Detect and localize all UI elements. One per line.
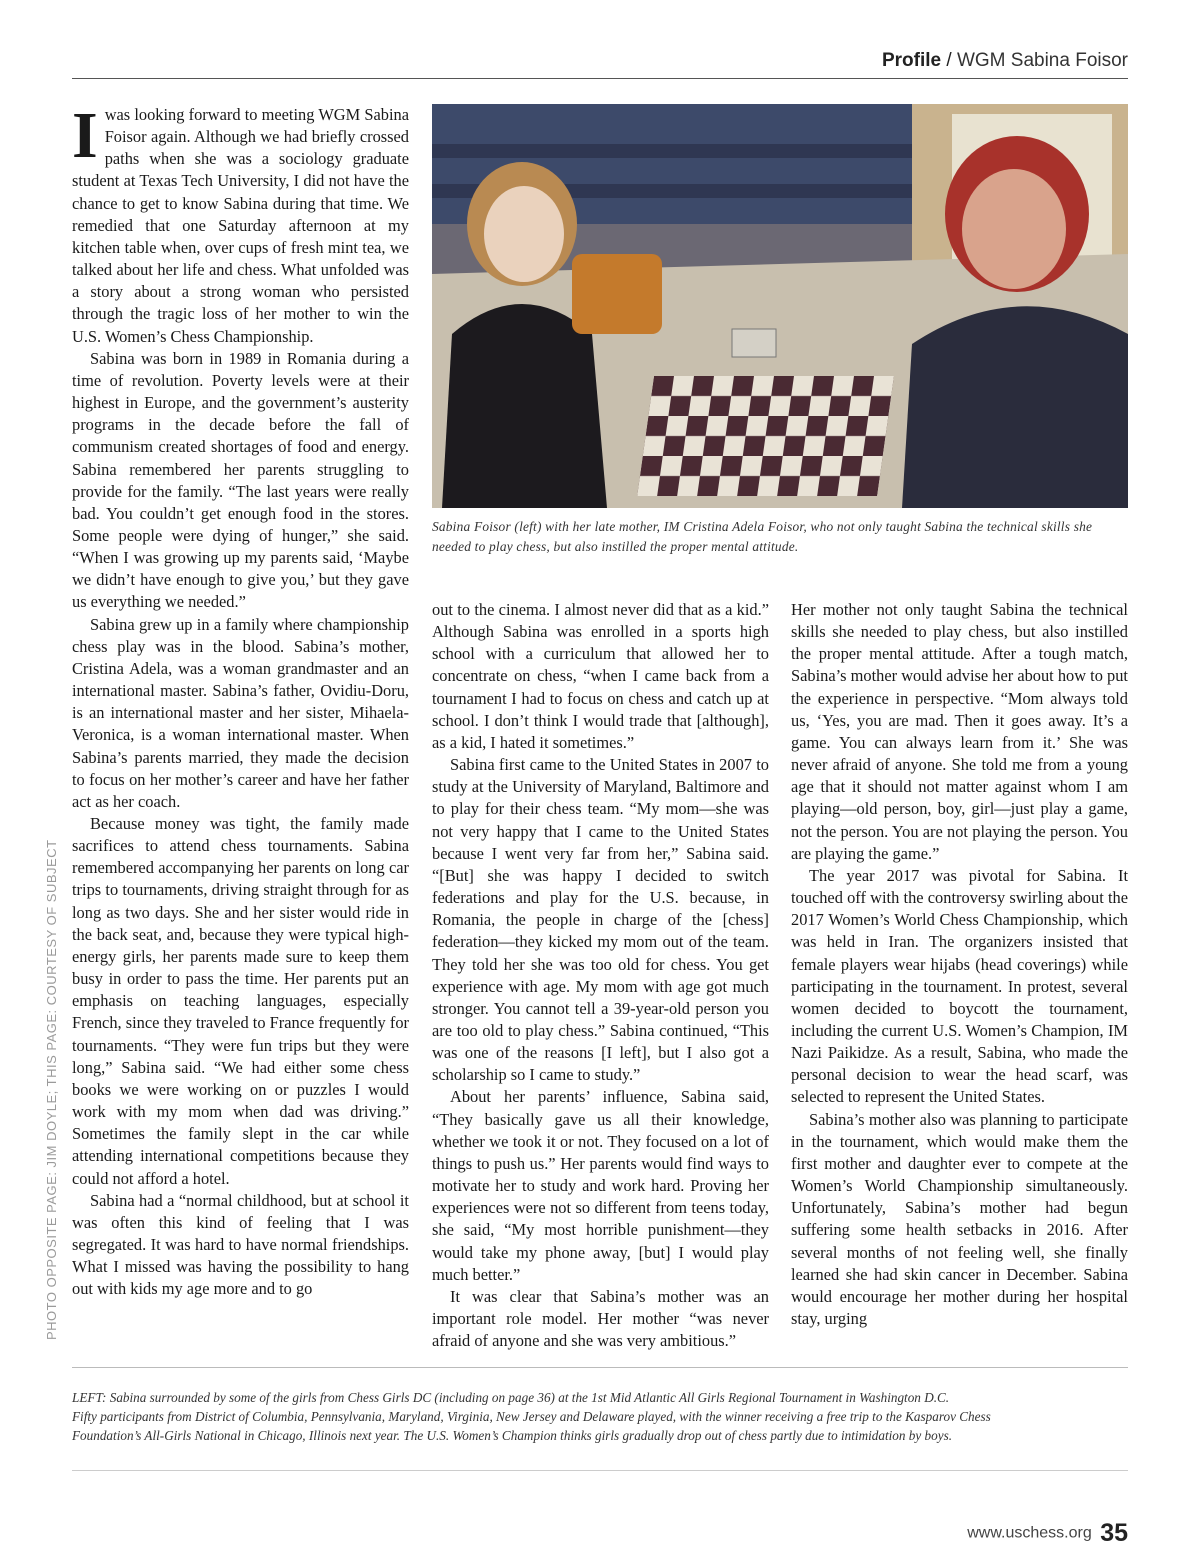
article-paragraph: About her parents’ influence, Sabina said, “They basically gave us all their knowledge, whether we took it or not. They focused on a lot of things to push us.” Her parents would find ways to motivate her to study and work hard. Proving her experiences were not so different from teens today, she said, “My most horrible punishment—they would take my phone away, [but] I would play much better.” xyxy=(432,1087,769,1284)
article-paragraph: Sabina grew up in a family where championship chess play was in the blood. Sabina’s mother, Cristina Adela, was a woman grandmaster and an international master. Sabina’s father, Ovidiu-Doru, is an international master and her sister, Mihaela-Veronica, is a woman international master. When Sabina’s parents married, they made the decision to focus on her mother’s career and have her father act as her coach. xyxy=(72,614,409,811)
article-column-3 xyxy=(791,599,1128,1330)
article-paragraph: out to the cinema. I almost never did that as a kid.” Although Sabina was enrolled in a sports high school with a curriculum that allowed her to concentrate on chess, “when I came back from a tournament I had to focus on chess and catch up at school. I don’t think I would trade that [although], as a kid, I hated it sometimes.” xyxy=(432,600,769,752)
article-paragraph: Because money was tight, the family made sacrifices to attend chess tournaments. Sabina remembered accompanying her parents on long car trips to tournaments, driving straight through for as long as two days. She and her sister would ride in the back seat, and, because they were typical high-energy girls, her parents made sure to keep them busy in order to pass the time. Her parents put an emphasis on teaching languages, especially French, since they traveled to France frequently for tournaments. “They were fun trips but they were long,” Sabina said. “We had either some chess books we were working on or puzzles I would work with my mom when dad was driving.” Sometimes the family slept in the car while attending international competitions because they could not afford a hotel. xyxy=(72,814,409,1188)
caption-line: LEFT: Sabina surrounded by some of the girls from Chess Girls DC (including on page 36) at the 1st Mid Atlantic All Girls Regional Tournament in Washington D.C. xyxy=(72,1390,950,1405)
caption-rule-top xyxy=(72,1367,1128,1368)
photo-illustration xyxy=(432,104,1128,508)
caption-line: Foundation’s All-Girls National in Chicago, Illinois next year. The U.S. Women’s Champion thinks girls gradually drop out of chess partly due to intimidation by boys. xyxy=(72,1428,953,1443)
photo-credit: PHOTO OPPOSITE PAGE: JIM DOYLE; THIS PAGE: COURTESY OF SUBJECT xyxy=(44,839,59,1340)
opposite-page-caption xyxy=(72,1388,1128,1445)
article-paragraph: Sabina’s mother also was planning to participate in the tournament, which would make them the first mother and daughter ever to compete at the Women’s World Championship simultaneously. Unfortunately, Sabina’s mother had begun suffering some health setbacks in 2016. After several months of not feeling well, she finally learned she had skin cancer in December. Sabina would encourage her mother during her hospital stay, urging xyxy=(791,1109,1128,1328)
footer-url: www.uschess.org xyxy=(967,1524,1092,1542)
article-paragraph: Sabina had a “normal childhood, but at school it was often this kind of feeling that I was segregated. It was hard to have normal friendships. What I missed was having the possibility to hang out with kids my age more and to go xyxy=(72,1190,409,1299)
photo-caption: Sabina Foisor (left) with her late mother, IM Cristina Adela Foisor, who not only taught Sabina the technical skills she needed to play chess, but also instilled the proper mental attitude. xyxy=(432,519,1093,554)
article-photo xyxy=(432,104,1128,508)
article-column-1 xyxy=(72,99,409,1300)
header-title: WGM Sabina Foisor xyxy=(956,50,1128,71)
article-paragraph: Her mother not only taught Sabina the technical skills she needed to play chess, but also instilled the proper mental attitude. After a tough match, Sabina’s mother would advise her about how to put the experience in perspective. “Mom always told us, ‘Yes, you are mad. Then it goes away. It’s a game. You can always learn from it.’ She was never afraid of anyone. She told me from a young age that it should not matter against whom I am playing—old person, boy, girl—just play a game, not the person. You are not playing the person. You are playing the game.” xyxy=(791,600,1128,863)
caption-rule-bottom xyxy=(72,1470,1128,1471)
article-paragraph: It was clear that Sabina’s mother was an important role model. Her mother “was never afraid of anyone and she was very ambitious.” xyxy=(432,1286,769,1351)
paragraph-text: was looking forward to meeting WGM Sabina Foisor again. Although we had briefly crossed paths when she was a sociology graduate student at Texas Tech University, I did not have the chance to get to know Sabina during that time. We remedied that one Saturday afternoon at my kitchen table when, over cups of fresh mint tea, we talked about her life and chess. What unfolded was a story about a strong woman who persisted through the tragic loss of her mother to win the U.S. Women’s Chess Championship. xyxy=(72,105,409,346)
drop-cap: I xyxy=(72,99,98,172)
header-rule xyxy=(72,78,1128,79)
header-section: Profile xyxy=(881,50,942,71)
article-paragraph: Sabina first came to the United States in 2007 to study at the University of Maryland, Baltimore and to play for their chess team. “My mom—she was not very happy that I came to the United States because I went very far from her,” Sabina said. “[But] she was happy I decided to switch federations and play for the U.S. because, in Romania, the people in charge of the [chess] federation—they kicked my mom out of the team. They told her she was too old for chess. You get experience with age. My mom with age got much stronger. You cannot tell a 39-year-old person you are too old to play chess.” Sabina continued, “This was one of the reasons [I left], but I also got a scholarship so I came to study.” xyxy=(432,755,769,1085)
header-separator: / xyxy=(941,50,957,71)
article-paragraph: Sabina was born in 1989 in Romania during a time of revolution. Poverty levels were at their highest in Europe, and the government’s austerity programs in the decade before the fall of communism created shortages of food and energy. Sabina remembered her parents struggling to provide for the family. “The last years were really bad. You couldn’t get enough food in the stores. Some people were dying of hunger,” she said. “When I was growing up my parents said, ‘Maybe we didn’t have enough to give you,’ but they gave us everything we needed.” xyxy=(72,348,409,612)
running-header xyxy=(882,50,1128,72)
caption-line: Fifty participants from District of Columbia, Pennsylvania, Maryland, Virginia, New Jersey and Delaware played, with the winner receiving a free trip to the Kasparov Chess xyxy=(72,1409,991,1424)
page-footer xyxy=(967,1519,1128,1548)
article-column-2 xyxy=(432,599,769,1352)
article-paragraph xyxy=(72,99,409,348)
page-number: 35 xyxy=(1100,1519,1128,1547)
article-paragraph: The year 2017 was pivotal for Sabina. It touched off with the controversy swirling about the 2017 Women’s World Chess Championship, which was held in Iran. The organizers insisted that female players wear hijabs (head coverings) while participating in the tournament. In protest, several women decided to boycott the tournament, including the current U.S. Women’s Champion, IM Nazi Paikidze. As a result, Sabina, who made the personal decision to wear the head scarf, was selected to represent the United States. xyxy=(791,865,1128,1107)
